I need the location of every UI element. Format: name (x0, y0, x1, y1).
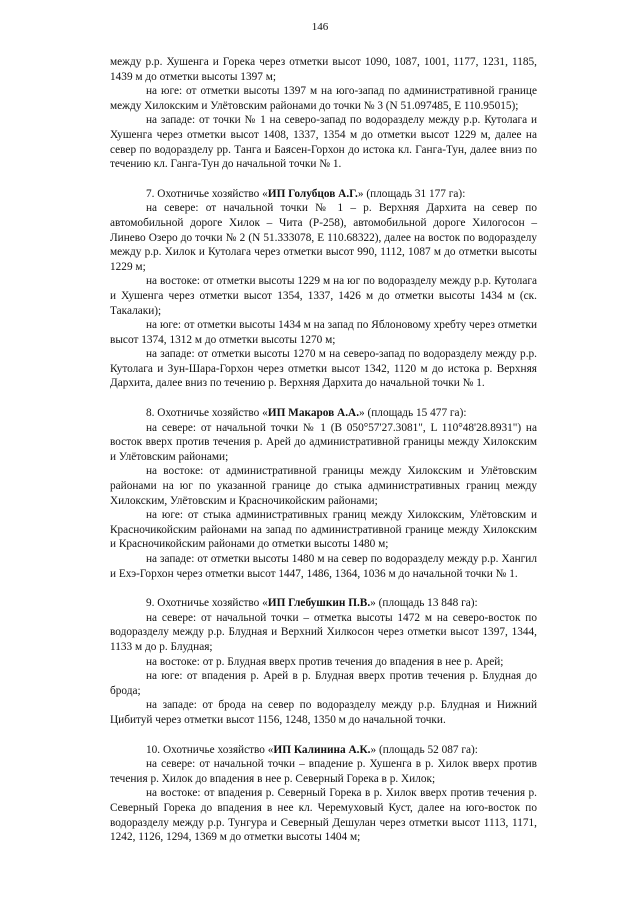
section-heading: 7. Охотничье хозяйство «ИП Голубцов А.Г.» (площадь 31 177 га): (146, 187, 466, 200)
section-heading: 8. Охотничье хозяйство «ИП Макаров А.А.» (площадь 15 477 га): (146, 407, 467, 420)
paragraph: на востоке: от административной границы между Хилокским и Улётовским районами на юг по указанной границе до стыка административных границ между Хилокским, Улётовским и Красночикойским районами; (110, 465, 537, 507)
section-heading: 10. Охотничье хозяйство «ИП Калинина А.К.» (площадь 52 087 га): (146, 743, 478, 756)
holder-name: ИП Макаров А.А. (267, 407, 360, 420)
paragraph: на юге: от стыка административных границ между Хилокским, Улётовским и Красночикойским районами на запад по административной границе между Хилокским и Красночикойским районами до отметки высоты 1480 м; (110, 509, 537, 551)
paragraph: на востоке: от отметки высоты 1229 м на юг по водоразделу между р.р. Кутолага и Хушенга через отметки высот 1354, 1337, 1426 м до отметки высоты 1434 м (ск. Такалаки); (110, 275, 537, 317)
holder-name: ИП Глебушкин П.В. (267, 597, 371, 610)
paragraph: на севере: от начальной точки – отметка высоты 1472 м на северо-восток по водоразделу между р.р. Блудная и Верхний Хилкосон через отметки высот 1397, 1344, 1133 м до р. Блудная; (110, 611, 537, 653)
paragraph: на западе: от брода на север по водоразделу между р.р. Блудная и Нижний Цибитуй через отметки высот 1156, 1248, 1350 м до начальной точки. (110, 699, 537, 726)
paragraph: на севере: от начальной точки – впадение р. Хушенга в р. Хилок вверх против течения р. Хилок до впадения в нее р. Северный Горека в р. Хилок; (110, 758, 537, 785)
paragraph: на западе: от точки № 1 на северо-запад по водоразделу между р.р. Кутолага и Хушенга через отметки высот 1408, 1337, 1354 м до отметки высот 1229 м, далее на север по водоразделу рр. Танга и Баясен-Горхон до истока кл. Ганга-Тун, далее вниз по течению кл. Ганга-Тун до начальной точки № 1. (110, 114, 537, 171)
paragraph: на востоке: от впадения р. Северный Горека в р. Хилок вверх против течения р. Северный Горека до впадения в нее кл. Черемуховый Куст, далее на юго-восток по водоразделу между р.р. Тунгура и Северный Дешулан через отметки высот 1113, 1171, 1242, 1126, 1294, 1369 м до отметки высоты 1404 м; (110, 787, 537, 844)
paragraph: на севере: от начальной точки № 1 – р. Верхняя Дархита на север по автомобильной дороге Хилок – Чита (Р-258), автомобильной дороге Хилогосон – Линево Озеро до точки № 2 (N 51.333078, E 110.68322), далее на восток по водоразделу между р.р. Хилок и Кутолага через отметки высот 990, 1112, 1087 м до отметки высоты 1229 м; (110, 202, 537, 273)
paragraph: между р.р. Хушенга и Горека через отметки высот 1090, 1087, 1001, 1177, 1231, 1185, 1439 м до отметки высоты 1397 м; (110, 56, 537, 83)
paragraph: на юге: от отметки высоты 1434 м на запад по Яблоновому хребту через отметки высот 1374, 1312 м до отметки высоты 1270 м; (110, 319, 537, 346)
paragraph: на востоке: от р. Блудная вверх против течения до впадения в нее р. Арей; (146, 655, 504, 668)
section-heading: 9. Охотничье хозяйство «ИП Глебушкин П.В.» (площадь 13 848 га): (146, 597, 478, 610)
holder-name: ИП Голубцов А.Г. (267, 187, 358, 200)
document-body (110, 55, 537, 845)
page-number: 146 (311, 21, 329, 33)
paragraph: на юге: от впадения р. Арей в р. Блудная вверх против течения р. Блудная до брода; (110, 670, 537, 697)
paragraph: на западе: от отметки высоты 1480 м на север по водоразделу между р.р. Хангил и Ехэ-Горхон через отметки высот 1447, 1486, 1364, 1036 м до начальной точки № 1. (110, 553, 537, 580)
paragraph: на севере: от начальной точки № 1 (В 050°57'27.3081", L 110°48'28.8931") на восток вверх против течения р. Арей до административной границы между Хилокским и Улётовским районами; (110, 421, 537, 463)
paragraph: на западе: от отметки высоты 1270 м на северо-запад по водоразделу между р.р. Кутолага и Зун-Шара-Горхон через отметки высот 1342, 1120 м до истока р. Верхняя Дархита, далее вниз по течению р. Верхняя Дархита до начальной точки № 1. (110, 348, 537, 390)
holder-name: ИП Калинина А.К. (273, 743, 371, 756)
paragraph: на юге: от отметки высоты 1397 м на юго-запад по административной границе между Хилокским и Улётовским районами до точки № 3 (N 51.097485, E 110.95015); (110, 85, 537, 112)
